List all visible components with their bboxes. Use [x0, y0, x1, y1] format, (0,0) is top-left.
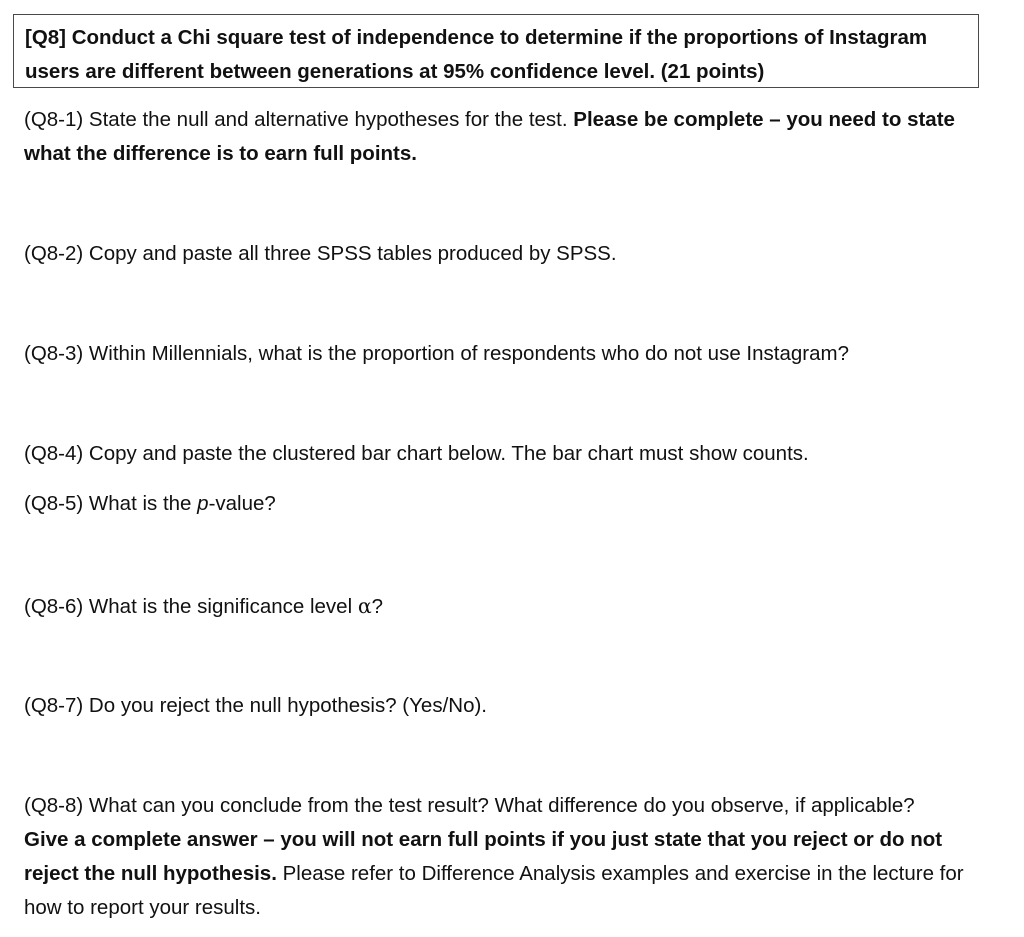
question-q8-8-bold-note: Give a complete answer – you will not earn full points if you just state that you reject or do not reject the null hypothesis. [24, 828, 943, 885]
question-q8-5-prefix: (Q8-5) What is the [24, 492, 198, 515]
question-q8-1-bold-note: Please be complete – you need to state what the difference is to earn full points. [24, 108, 955, 165]
question-header-text: [Q8] Conduct a Chi square test of independence to determine if the proportions of Instagram users are different between generations at 95% confidence level. (21 points) [25, 26, 928, 83]
question-q8-8-reference: Please refer to Difference Analysis examples and exercise in the lecture for how to report your results. [24, 862, 964, 919]
question-q8-7 [24, 689, 964, 723]
question-q8-2-text: (Q8-2) Copy and paste all three SPSS tables produced by SPSS. [24, 242, 617, 265]
question-q8-8 [24, 789, 964, 925]
question-q8-4 [24, 437, 964, 471]
question-q8-5 [24, 487, 964, 521]
question-q8-8-text: (Q8-8) What can you conclude from the test result? What difference do you observe, if applicable? [24, 794, 915, 817]
question-q8-5-p-italic: p [197, 492, 209, 515]
question-q8-3 [24, 337, 964, 371]
question-q8-6-suffix: ? [371, 595, 384, 618]
alpha-symbol: α [357, 594, 372, 618]
question-q8-6-prefix: (Q8-6) What is the significance level [24, 595, 358, 618]
question-q8-7-text: (Q8-7) Do you reject the null hypothesis? (Yes/No). [24, 694, 487, 717]
question-q8-5-suffix: -value? [208, 492, 276, 515]
question-q8-4-text: (Q8-4) Copy and paste the clustered bar chart below. The bar chart must show counts. [24, 442, 809, 465]
question-q8-1-text: (Q8-1) State the null and alternative hypotheses for the test. [24, 108, 574, 131]
question-q8-6 [24, 589, 964, 624]
question-q8-1 [24, 103, 964, 171]
question-q8-3-text: (Q8-3) Within Millennials, what is the proportion of respondents who do not use Instagram? [24, 342, 849, 365]
question-header-box [13, 14, 979, 88]
question-q8-2 [24, 237, 964, 271]
